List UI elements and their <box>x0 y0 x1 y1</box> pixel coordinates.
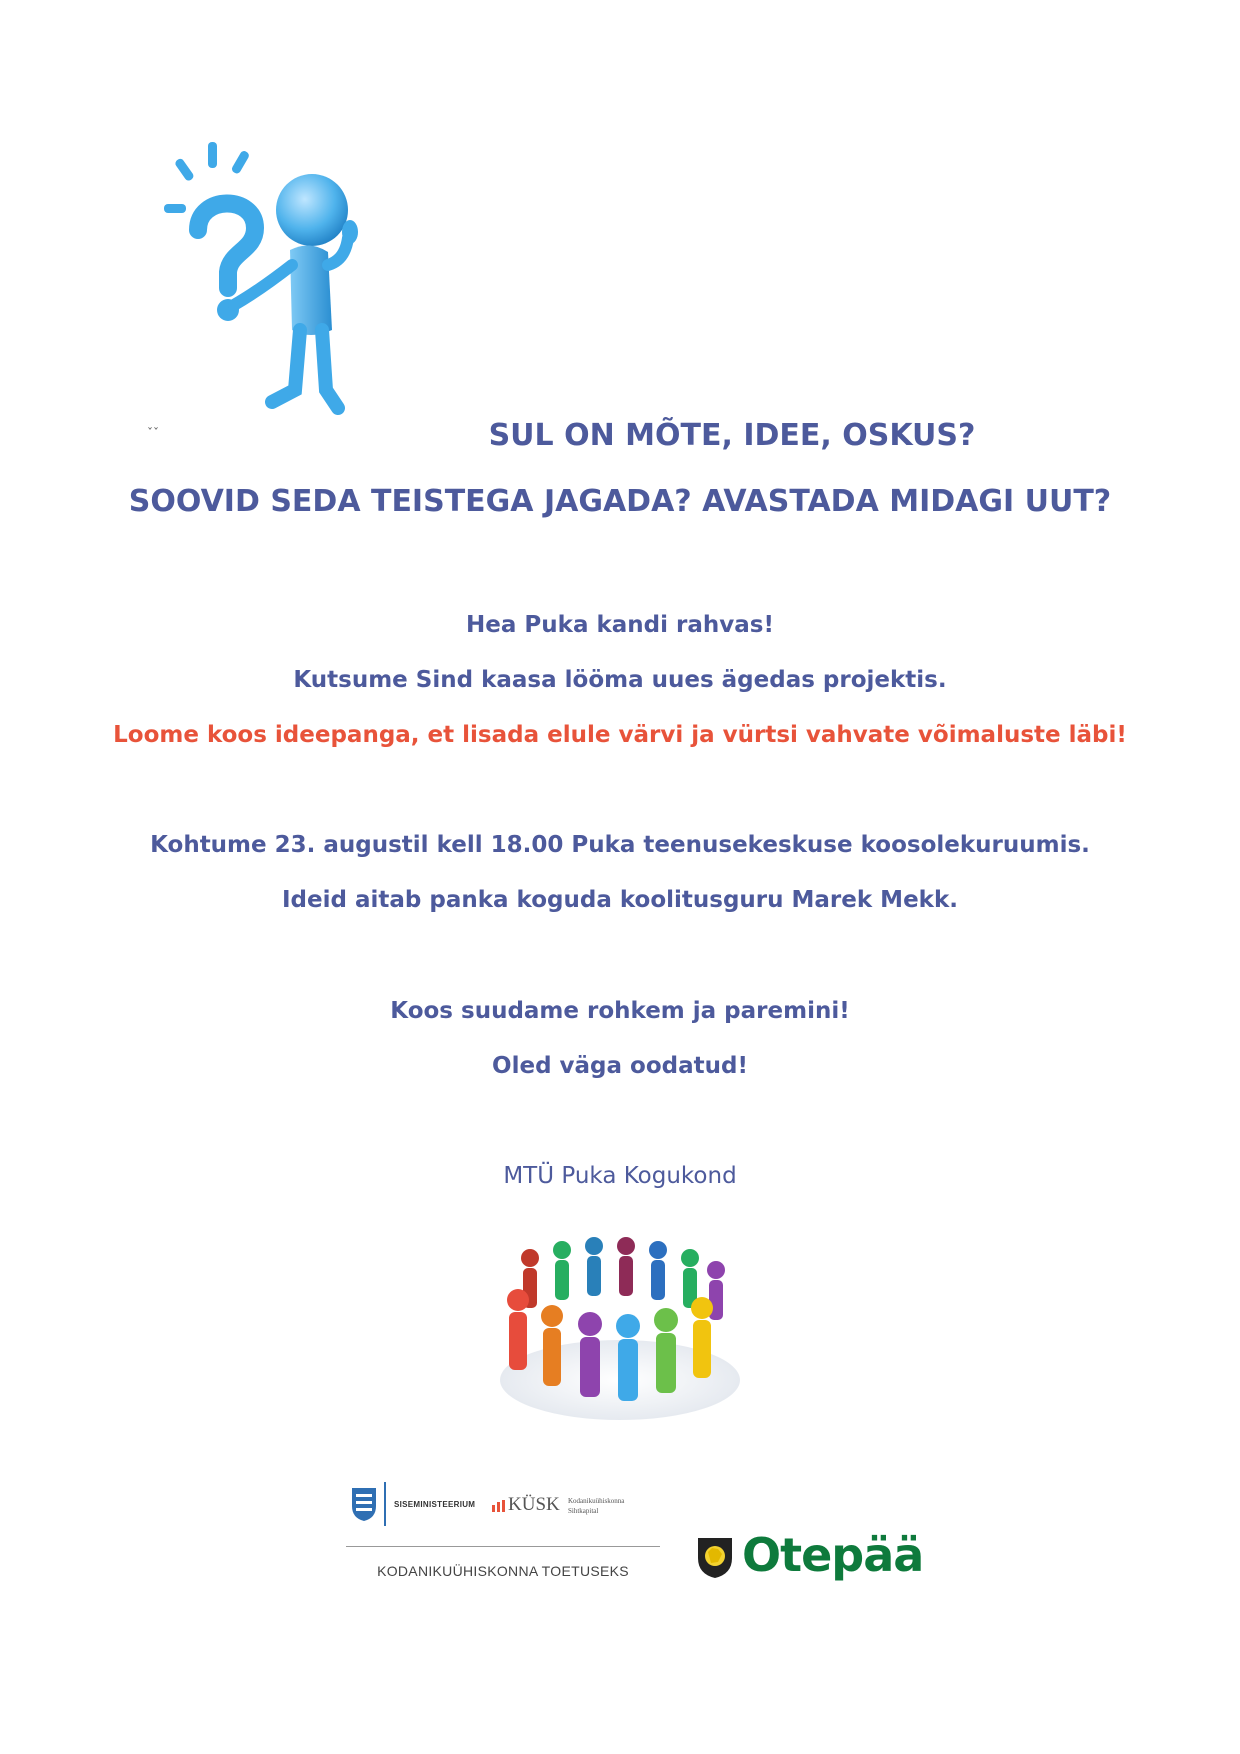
greeting-text: Hea Puka kandi rahvas! <box>466 612 774 638</box>
otepaa-shield-icon <box>696 1536 734 1580</box>
estonia-coat-of-arms-icon <box>350 1486 378 1522</box>
meeting-text: Kohtume 23. augustil kell 18.00 Puka teenusekeskuse koosolekuruumis. <box>150 832 1090 858</box>
stray-marks: ˇˇ <box>147 426 159 440</box>
support-caption: KODANIKUÜHISKONNA TOETUSEKS <box>377 1563 629 1579</box>
headline-line-2: SOOVID SEDA TEISTEGA JAGADA? AVASTADA MIDAGI UUT? <box>128 484 1112 519</box>
people-circle-illustration <box>490 1230 750 1430</box>
welcome-text: Oled väga oodatud! <box>492 1053 748 1079</box>
support-divider <box>346 1546 660 1547</box>
kusk-bars-icon <box>492 1500 506 1512</box>
kusk-subtitle-1: Kodanikuühiskonna <box>568 1497 625 1505</box>
ministry-logo-text: SISEMINISTEERIUM <box>394 1500 476 1509</box>
signature-text: MTÜ Puka Kogukond <box>503 1163 737 1189</box>
headline-line-1: SUL ON MÕTE, IDEE, OSKUS? <box>488 418 976 453</box>
question-figure-illustration <box>160 140 390 440</box>
kusk-logo-text: KÜSK <box>508 1494 560 1515</box>
highlight-text: Loome koos ideepanga, et lisada elule värvi ja vürtsi vahvate võimaluste läbi! <box>113 722 1127 748</box>
guru-text: Ideid aitab panka koguda koolitusguru Marek Mekk. <box>282 887 958 913</box>
kusk-subtitle-2: Sihtkapital <box>568 1507 599 1515</box>
invite-text: Kutsume Sind kaasa lööma uues ägedas projektis. <box>293 667 947 693</box>
together-text: Koos suudame rohkem ja paremini! <box>390 998 850 1024</box>
ministry-divider <box>384 1482 386 1526</box>
otepaa-logo-text: Otepää <box>742 1528 924 1582</box>
